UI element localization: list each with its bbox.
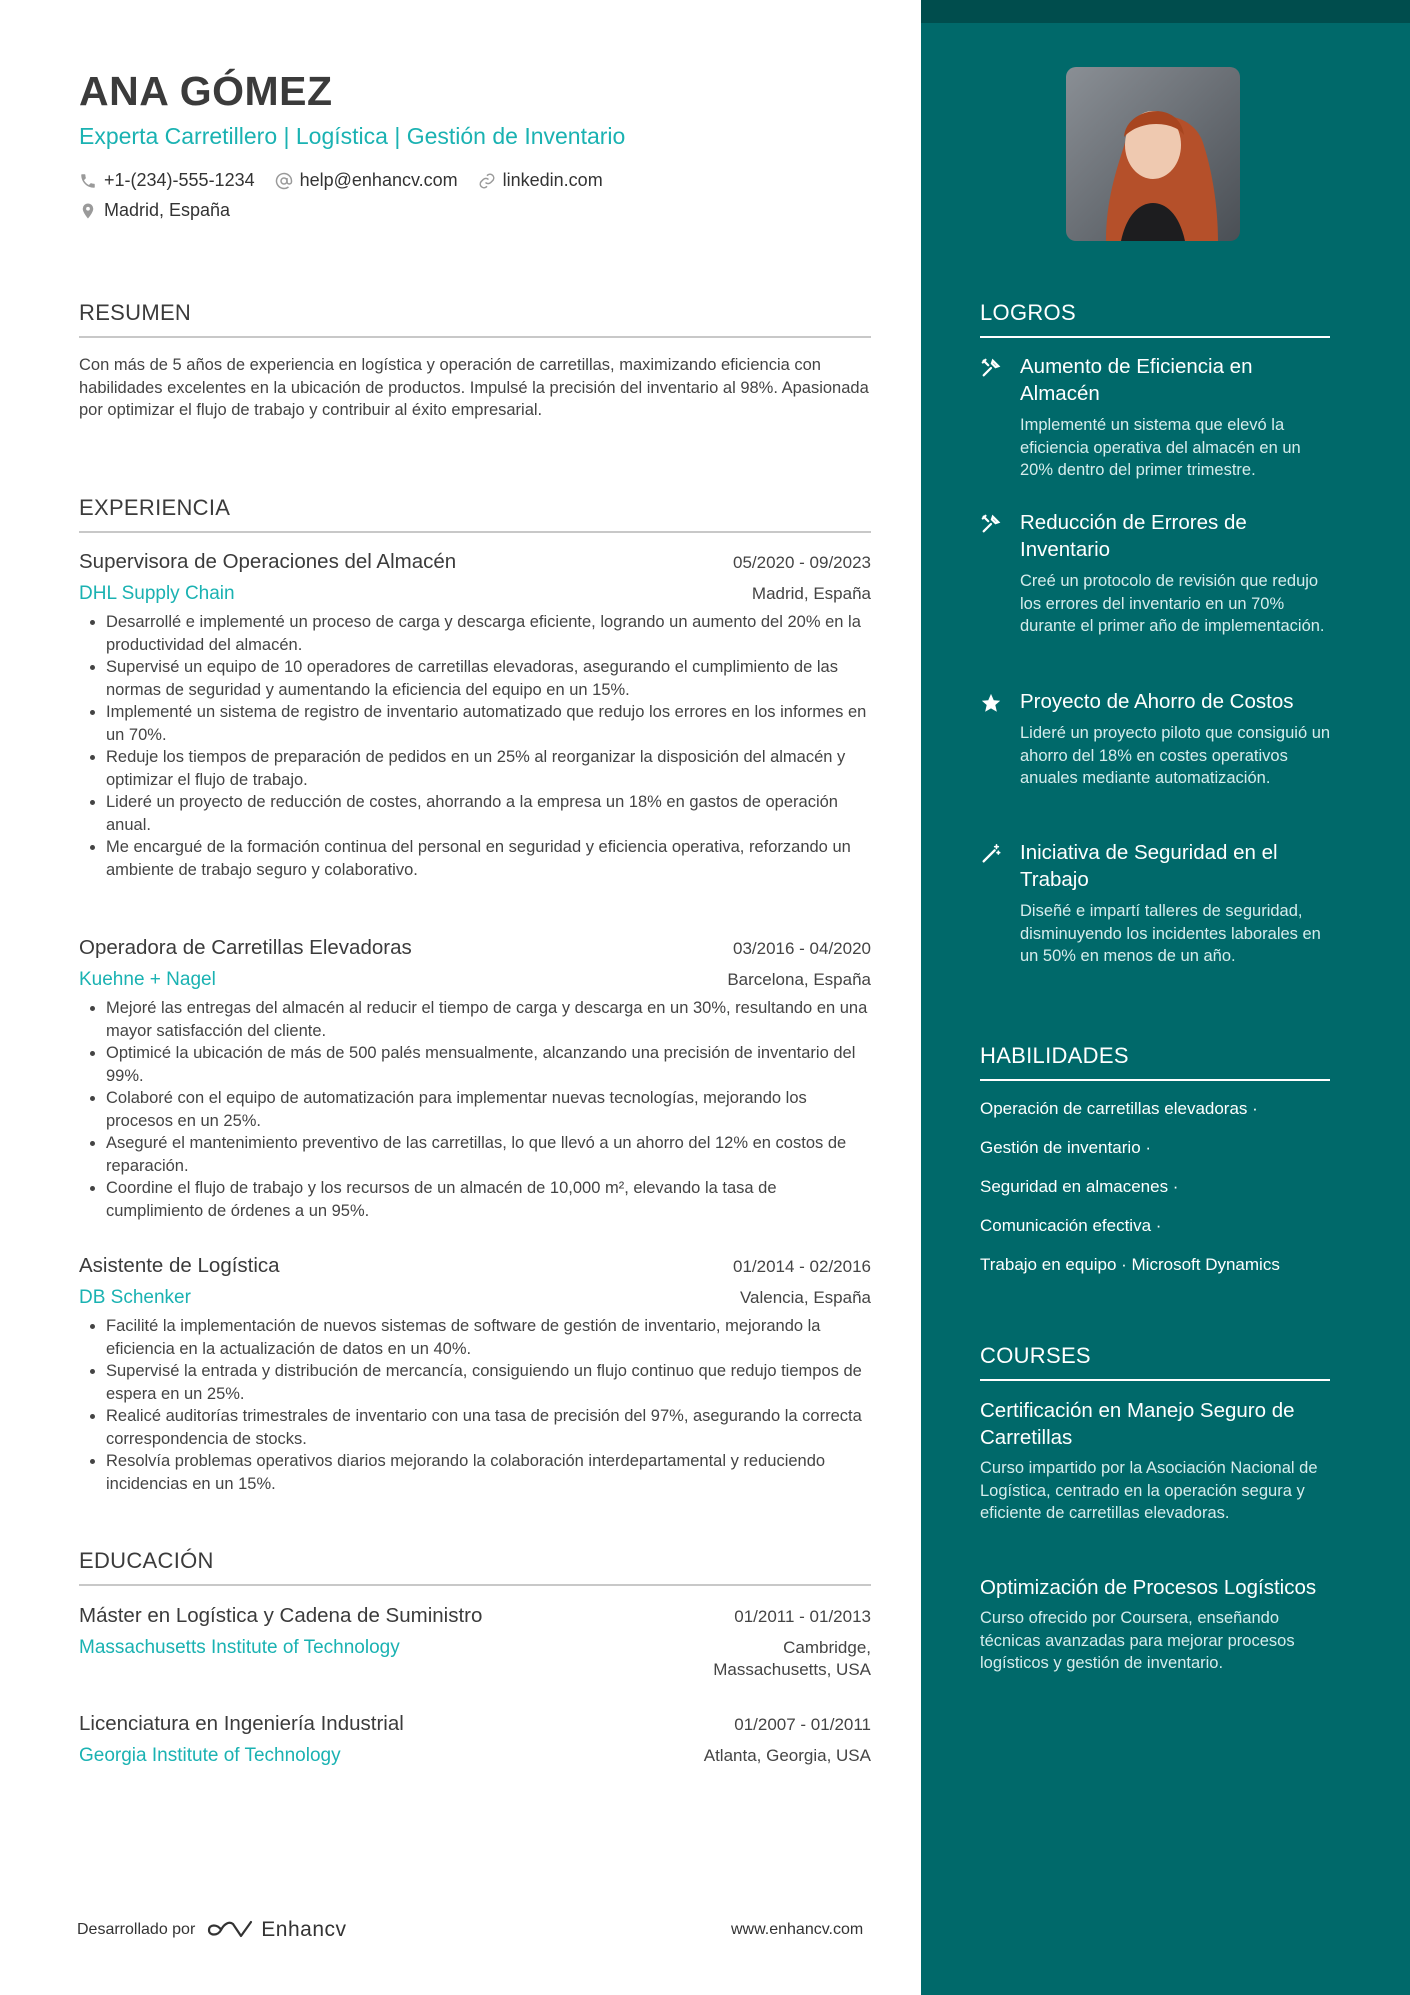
profile-photo xyxy=(1066,67,1240,241)
phone-text: +1-(234)-555-1234 xyxy=(104,170,255,190)
email-item[interactable] xyxy=(275,170,458,191)
job-bullet: • Lideré un proyecto de reducción de costes, ahorrando a la empresa un 18% en gastos de operación anual. xyxy=(106,791,871,836)
job-title: Supervisora de Operaciones del Almacén xyxy=(79,550,457,573)
job-bullet: • Resolvía problemas operativos diarios mejorando la colaboración interdepartamental y reduciendo incidencias en un 15%. xyxy=(106,1450,871,1495)
achievement-description: Diseñé e impartí talleres de seguridad, disminuyendo los incidentes laborales en un 50% en menos de un año. xyxy=(1020,902,1321,965)
linkedin-text: linkedin.com xyxy=(502,170,603,190)
education-location: Atlanta, Georgia, USA xyxy=(703,1746,871,1765)
course-title: Optimización de Procesos Logísticos xyxy=(980,1576,1317,1599)
achievements-heading: LOGROS xyxy=(980,300,1330,338)
contact-row xyxy=(79,170,623,191)
powered-by-text: Desarrollado por xyxy=(77,1921,196,1938)
degree-title: Máster en Logística y Cadena de Suministro xyxy=(79,1604,483,1627)
enhancv-brand: Enhancv xyxy=(261,1918,347,1941)
courses-heading: COURSES xyxy=(980,1343,1330,1381)
achievement-title: Proyecto de Ahorro de Costos xyxy=(1020,690,1294,713)
education-date: 01/2007 - 01/2011 xyxy=(734,1715,871,1734)
job-location: Valencia, España xyxy=(739,1288,871,1307)
job-entry xyxy=(79,550,871,881)
job-bullet: • Realicé auditorías trimestrales de inventario con una tasa de precisión del 97%, asegurando la correcta correspondencia de stocks. xyxy=(106,1405,871,1450)
skill-item: Operación de carretillas elevadoras · xyxy=(980,1099,1258,1118)
skill-item: Comunicación efectiva · xyxy=(980,1216,1162,1235)
school-name: Massachusetts Institute of Technology xyxy=(79,1637,400,1658)
job-date: 03/2016 - 04/2020 xyxy=(732,939,871,958)
course-item xyxy=(980,1397,1325,1525)
sidebar-top-band xyxy=(921,0,1410,23)
footer-branding xyxy=(77,1918,347,1942)
job-bullet: • Colaboré con el equipo de automatización para implementar nuevas tecnologías, mejorando los procesos en un 25%. xyxy=(106,1087,871,1132)
course-description: Curso impartido por la Asociación Nacional de Logística, centrado en la operación segura y eficiente de carretillas elevadoras. xyxy=(980,1459,1318,1522)
job-bullets xyxy=(79,1315,871,1495)
job-bullet: • Implementé un sistema de registro de inventario automatizado que redujo los errores en los informes en un 70%. xyxy=(106,701,871,746)
footer-website[interactable]: www.enhancv.com xyxy=(731,1921,864,1938)
achievement-item xyxy=(980,353,1332,482)
education-entry xyxy=(79,1712,871,1767)
job-entry xyxy=(79,1254,871,1495)
job-bullet: • Coordine el flujo de trabajo y los recursos de un almacén de 10,000 m², elevando la tasa de cumplimiento de órdenes a un 95%. xyxy=(106,1177,871,1222)
achievement-description: Lideré un proyecto piloto que consiguió un ahorro del 18% en costes operativos anuales mediante automatización. xyxy=(1020,724,1331,787)
magic-wand-icon xyxy=(980,843,1002,865)
location-item xyxy=(79,200,230,221)
school-name: Georgia Institute of Technology xyxy=(79,1745,341,1766)
skill-item: Seguridad en almacenes · xyxy=(980,1177,1179,1196)
job-bullet: • Facilité la implementación de nuevos sistemas de software de gestión de inventario, mejorando la eficiencia en la actualización de datos en un 40%. xyxy=(106,1315,871,1360)
job-company: DB Schenker xyxy=(79,1287,191,1308)
job-company: DHL Supply Chain xyxy=(79,583,235,604)
achievement-description: Implementé un sistema que elevó la eficiencia operativa del almacén en un 20% dentro del primer trimestre. xyxy=(1020,416,1301,479)
job-bullets xyxy=(79,611,871,881)
job-bullet: • Reduje los tiempos de preparación de pedidos en un 25% al reorganizar la disposición del almacén y optimizar el flujo de trabajo. xyxy=(106,746,871,791)
at-icon xyxy=(275,172,293,190)
job-bullet: • Aseguré el mantenimiento preventivo de las carretillas, lo que llevó a un ahorro del 12% en costos de reparación. xyxy=(106,1132,871,1177)
summary-text: Con más de 5 años de experiencia en logística y operación de carretillas, maximizando eficiencia con habilidades excelentes en la ubicación de productos. Impulsé la precisión del inventario al 98%. Apasionada por optimizar el flujo de trabajo y contribuir al éxito empresarial. xyxy=(79,356,869,419)
achievement-title: Reducción de Errores de Inventario xyxy=(1020,511,1247,561)
job-bullet: • Supervisé la entrada y distribución de mercancía, consiguiendo un flujo continuo que redujo tiempos de espera en un 25%. xyxy=(106,1360,871,1405)
job-title: Operadora de Carretillas Elevadoras xyxy=(79,936,412,959)
achievement-description: Creé un protocolo de revisión que redujo los errores del inventario en un 70% durante el primer año de implementación. xyxy=(1020,572,1325,635)
job-date: 01/2014 - 02/2016 xyxy=(732,1257,871,1276)
location-row xyxy=(79,200,250,221)
job-location: Barcelona, España xyxy=(727,970,871,989)
enhancv-logo-icon xyxy=(207,1918,255,1942)
job-title: Asistente de Logística xyxy=(79,1254,280,1277)
job-entry xyxy=(79,936,871,1222)
job-bullets xyxy=(79,997,871,1222)
job-bullet: • Supervisé un equipo de 10 operadores de carretillas elevadoras, asegurando el cumplimiento de las normas de seguridad y aumentando la eficiencia del equipo en un 15%. xyxy=(106,656,871,701)
achievement-title: Iniciativa de Seguridad en el Trabajo xyxy=(1020,841,1278,891)
linkedin-item[interactable] xyxy=(478,170,603,191)
skill-item: Gestión de inventario · xyxy=(980,1138,1152,1157)
job-company: Kuehne + Nagel xyxy=(79,969,216,990)
education-heading: EDUCACIÓN xyxy=(79,1548,871,1586)
phone-icon xyxy=(79,172,97,190)
link-icon xyxy=(478,172,496,190)
tools-icon xyxy=(980,513,1002,535)
achievement-item xyxy=(980,509,1332,638)
phone-item[interactable] xyxy=(79,170,255,191)
course-description: Curso ofrecido por Coursera, enseñando técnicas avanzadas para mejorar procesos logísticos y gestión de inventario. xyxy=(980,1609,1295,1672)
skill-item: Trabajo en equipo · Microsoft Dynamics xyxy=(980,1255,1280,1274)
star-icon xyxy=(980,692,1002,714)
location-pin-icon xyxy=(79,201,97,221)
candidate-name: ANA GÓMEZ xyxy=(79,68,333,114)
achievement-title: Aumento de Eficiencia en Almacén xyxy=(1020,355,1253,405)
tools-icon xyxy=(980,357,1002,379)
education-location xyxy=(713,1637,871,1681)
degree-title: Licenciatura en Ingeniería Industrial xyxy=(79,1712,404,1735)
education-date: 01/2011 - 01/2013 xyxy=(734,1607,871,1626)
job-date: 05/2020 - 09/2023 xyxy=(732,553,871,572)
education-location-line: Massachusetts, USA xyxy=(713,1660,871,1679)
job-bullet: • Mejoré las entregas del almacén al reducir el tiempo de carga y descarga en un 30%, resultando en una mayor satisfacción del cliente. xyxy=(106,997,871,1042)
achievement-item xyxy=(980,839,1332,968)
skills-heading: HABILIDADES xyxy=(980,1043,1330,1081)
job-bullet: • Optimicé la ubicación de más de 500 palés mensualmente, alcanzando una precisión de inventario del 99%. xyxy=(106,1042,871,1087)
job-bullet: • Desarrollé e implementé un proceso de carga y descarga eficiente, logrando un aumento del 20% en la productividad del almacén. xyxy=(106,611,871,656)
experience-heading: EXPERIENCIA xyxy=(79,495,871,533)
course-item xyxy=(980,1574,1325,1675)
email-text: help@enhancv.com xyxy=(299,170,458,190)
course-title: Certificación en Manejo Seguro de Carretillas xyxy=(980,1399,1295,1449)
location-text: Madrid, España xyxy=(104,200,231,220)
education-location-line: Cambridge, xyxy=(783,1638,871,1657)
job-bullet: • Me encargué de la formación continua del personal en seguridad y eficiencia operativa, reforzando un ambiente de trabajo seguro y colaborativo. xyxy=(106,836,871,881)
summary-heading: RESUMEN xyxy=(79,300,871,338)
candidate-tagline: Experta Carretillero | Logística | Gestión de Inventario xyxy=(79,123,626,149)
job-location: Madrid, España xyxy=(751,584,871,603)
education-entry xyxy=(79,1604,871,1681)
achievement-item xyxy=(980,688,1332,790)
